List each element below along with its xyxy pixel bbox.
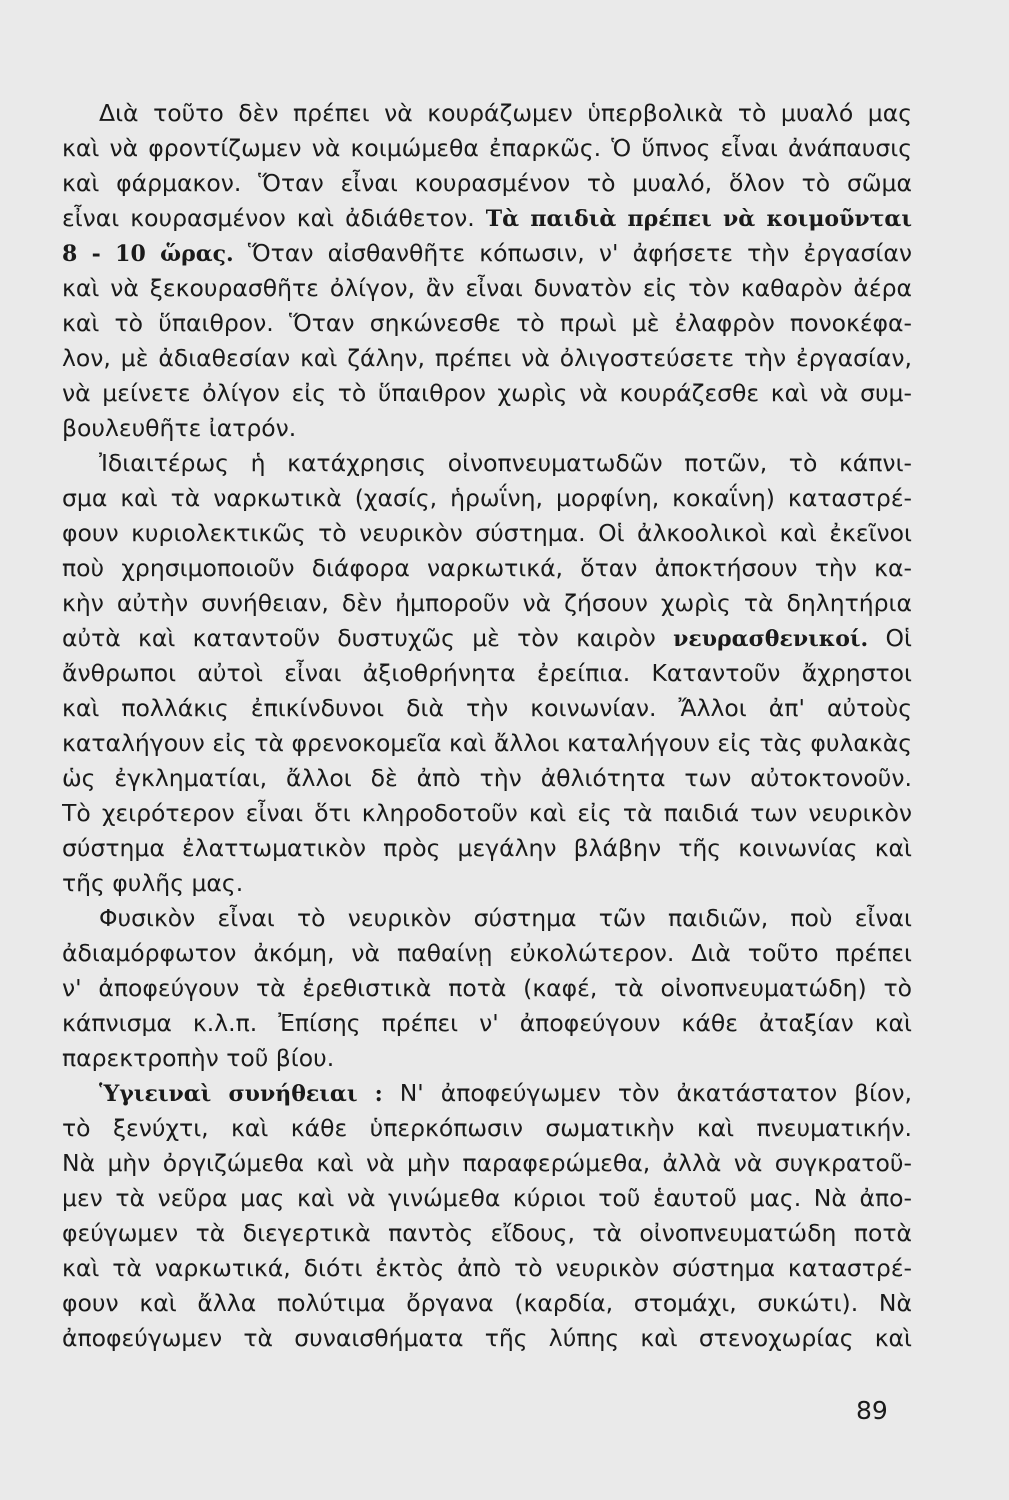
line-text: λον, μὲ ἀδιαθεσίαν καὶ ζάλην, πρέπει νὰ ὀλιγοστεύσετε τὴν ἐργασίαν, [62, 344, 912, 372]
text-line [62, 831, 912, 866]
line-text: Διὰ τοῦτο δὲν πρέπει νὰ κουράζωμεν ὑπερβολικὰ τὸ μυαλό μας [99, 99, 912, 127]
line-text: βουλευθῆτε ἰατρόν. [62, 414, 297, 442]
line-text: καὶ φάρμακον. Ὅταν εἶναι κουρασμένον τὸ μυαλό, ὅλον τὸ σῶμα [62, 169, 912, 197]
text-line [62, 1286, 912, 1321]
line-text: Τὸ χειρότερον εἶναι ὅτι κληροδοτοῦν καὶ εἰς τὰ παιδιά των νευρικὸν [62, 799, 912, 827]
line-text: καὶ νὰ φροντίζωμεν νὰ κοιμώμεθα ἐπαρκῶς. Ὁ ὕπνος εἶναι ἀνάπαυσις [62, 134, 912, 162]
text-line [62, 656, 912, 691]
text-line [62, 166, 912, 201]
text-line [62, 1041, 912, 1076]
line-text: σύστημα ἐλαττωματικὸν πρὸς μεγάλην βλάβην τῆς κοινωνίας καὶ [62, 834, 912, 862]
text-line [62, 1321, 912, 1356]
line-text: σμα καὶ τὰ ναρκωτικὰ (χασίς, ἡρωΐνη, μορφίνη, κοκαΐνη) καταστρέ- [62, 484, 912, 512]
line-text: καὶ νὰ ξεκουρασθῆτε ὀλίγον, ἂν εἶναι δυνατὸν εἰς τὸν καθαρὸν ἀέρα [62, 274, 912, 302]
line-text: κάπνισμα κ.λ.π. Ἐπίσης πρέπει ν' ἀποφεύγουν κάθε ἀταξίαν καὶ [62, 1009, 912, 1037]
line-text: καταλήγουν εἰς τὰ φρενοκομεῖα καὶ ἄλλοι καταλήγουν εἰς τὰς φυλακὰς [62, 729, 912, 757]
text-line [62, 131, 912, 166]
text-line [62, 236, 912, 271]
line-text: Φυσικὸν εἶναι τὸ νευρικὸν σύστημα τῶν παιδιῶν, ποὺ εἶναι [99, 904, 912, 932]
line-text: καὶ τὰ ναρκωτικά, διότι ἐκτὸς ἀπὸ τὸ νευρικὸν σύστημα καταστρέ- [62, 1254, 912, 1282]
body-text [62, 96, 912, 1356]
line-text: τῆς φυλῆς μας. [62, 869, 244, 897]
text-line [62, 726, 912, 761]
line-text: Ὅταν αἰσθανθῆτε κόπωσιν, ν' ἀφήσετε τὴν ἐργασίαν [247, 239, 912, 267]
text-line [62, 971, 912, 1006]
text-line [62, 1111, 912, 1146]
text-line [62, 586, 912, 621]
line-text: Ν' ἀποφεύγωμεν τὸν ἀκατάστατον βίον, [399, 1079, 912, 1107]
text-line [62, 341, 912, 376]
text-line [62, 936, 912, 971]
bold-phrase: 8 - 10 ὥρας. [62, 241, 234, 267]
page-number: 89 [856, 1396, 888, 1425]
line-text: φουν κυριολεκτικῶς τὸ νευρικὸν σύστημα. Οἱ ἀλκοολικοὶ καὶ ἐκεῖνοι [62, 519, 912, 547]
text-line [62, 761, 912, 796]
line-text: ποὺ χρησιμοποιοῦν διάφορα ναρκωτικά, ὅταν ἀποκτήσουν τὴν κα- [62, 554, 912, 582]
line-text: Ἰδιαιτέρως ἡ κατάχρησις οἰνοπνευματωδῶν ποτῶν, τὸ κάπνι- [99, 449, 912, 477]
line-text: Νὰ μὴν ὀργιζώμεθα καὶ νὰ μὴν παραφερώμεθα, ἀλλὰ νὰ συγκρατοῦ- [62, 1149, 912, 1177]
text-line [62, 866, 912, 901]
line-text: ὡς ἐγκληματίαι, ἄλλοι δὲ ἀπὸ τὴν ἀθλιότητα των αὐτοκτονοῦν. [62, 764, 912, 792]
line-text: καὶ τὸ ὕπαιθρον. Ὅταν σηκώνεσθε τὸ πρωὶ μὲ ἐλαφρὸν πονοκέφα- [62, 309, 912, 337]
text-line [62, 1076, 912, 1111]
text-line [62, 1216, 912, 1251]
text-line [62, 551, 912, 586]
line-text: αὐτὰ καὶ καταντοῦν δυστυχῶς μὲ τὸν καιρὸν [62, 624, 656, 652]
text-line [62, 376, 912, 411]
line-text: μεν τὰ νεῦρα μας καὶ νὰ γινώμεθα κύριοι τοῦ ἑαυτοῦ μας. Νὰ ἀπο- [62, 1184, 912, 1212]
text-line [62, 1146, 912, 1181]
line-text: νὰ μείνετε ὀλίγον εἰς τὸ ὕπαιθρον χωρὶς νὰ κουράζεσθε καὶ νὰ συμ- [62, 379, 912, 407]
line-text: φουν καὶ ἄλλα πολύτιμα ὄργανα (καρδία, στομάχι, συκώτι). Νὰ [62, 1289, 912, 1317]
text-line [62, 691, 912, 726]
line-text-after: Οἱ [885, 624, 912, 652]
line-text: ἄνθρωποι αὐτοὶ εἶναι ἀξιοθρήνητα ἐρείπια. Καταντοῦν ἄχρηστοι [62, 659, 912, 687]
text-line [62, 796, 912, 831]
text-line [62, 306, 912, 341]
text-line [62, 446, 912, 481]
bold-phrase: νευρασθενικοί. [673, 626, 869, 652]
line-text: ν' ἀποφεύγουν τὰ ἐρεθιστικὰ ποτὰ (καφέ, τὰ οἰνοπνευματώδη) τὸ [62, 974, 912, 1002]
text-line [62, 481, 912, 516]
text-line [62, 516, 912, 551]
text-line [62, 411, 912, 446]
text-line [62, 901, 912, 936]
line-text: ἀποφεύγωμεν τὰ συναισθήματα τῆς λύπης καὶ στενοχωρίας καὶ [62, 1324, 912, 1352]
line-text: καὶ πολλάκις ἐπικίνδυνοι διὰ τὴν κοινωνίαν. Ἄλλοι ἀπ' αὐτοὺς [62, 694, 912, 722]
text-line [62, 1251, 912, 1286]
text-line [62, 1181, 912, 1216]
line-text: τὸ ξενύχτι, καὶ κάθε ὑπερκόπωσιν σωματικὴν καὶ πνευματικήν. [62, 1114, 912, 1142]
text-line [62, 96, 912, 131]
line-text: εἶναι κουρασμένον καὶ ἀδιάθετον. [62, 204, 475, 232]
text-line [62, 1006, 912, 1041]
line-text: ἀδιαμόρφωτον ἀκόμη, νὰ παθαίνῃ εὐκολώτερον. Διὰ τοῦτο πρέπει [62, 939, 912, 967]
line-text: κὴν αὐτὴν συνήθειαν, δὲν ἠμποροῦν νὰ ζήσουν χωρὶς τὰ δηλητήρια [62, 589, 912, 617]
line-text: φεύγωμεν τὰ διεγερτικὰ παντὸς εἴδους, τὰ οἰνοπνευματώδη ποτὰ [62, 1219, 912, 1247]
bold-phrase: Ὑγιειναὶ συνήθειαι : [99, 1081, 383, 1107]
line-text: παρεκτροπὴν τοῦ βίου. [62, 1044, 335, 1072]
text-line [62, 201, 912, 236]
bold-phrase: Τὰ παιδιὰ πρέπει νὰ κοιμοῦνται [485, 206, 912, 232]
text-line [62, 621, 912, 656]
text-line [62, 271, 912, 306]
